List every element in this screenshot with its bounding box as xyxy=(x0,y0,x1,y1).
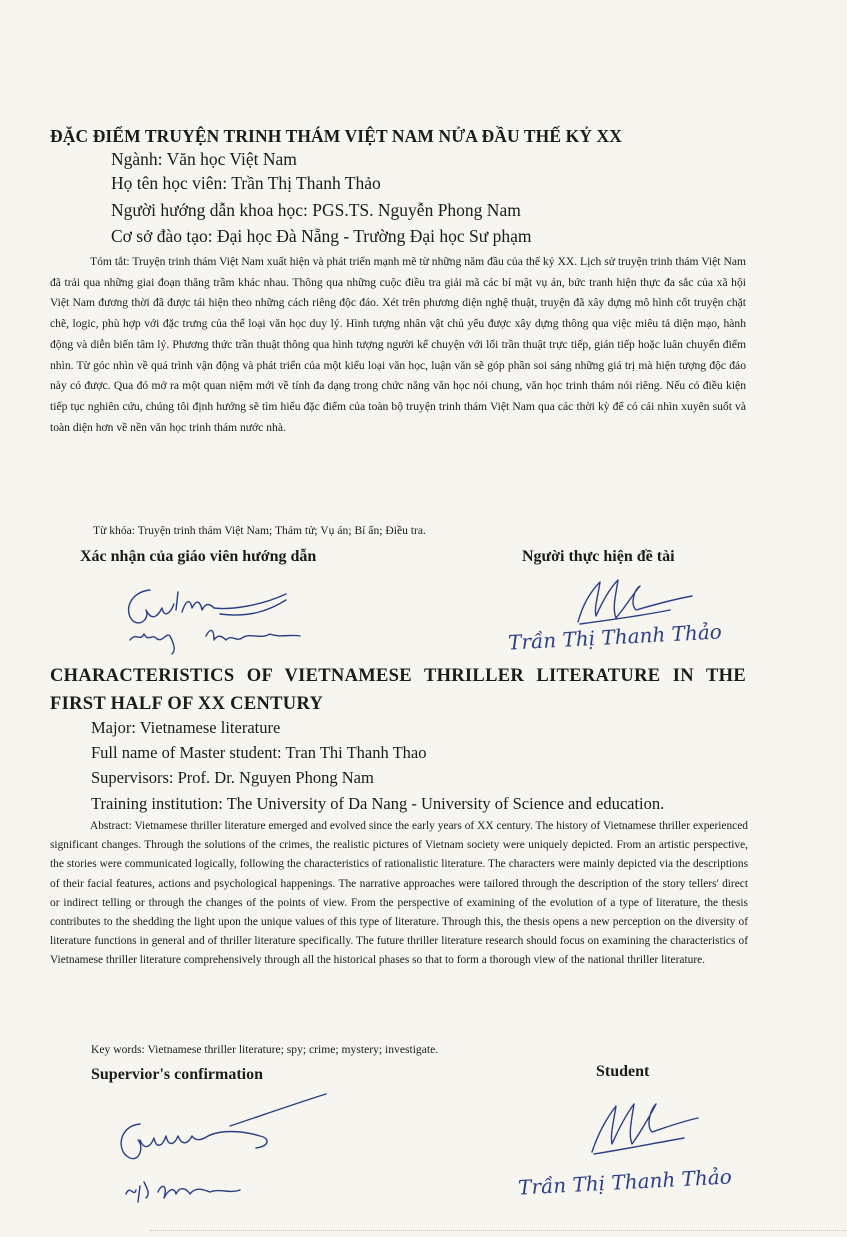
vietnamese-student-label: Người thực hiện đề tài xyxy=(522,548,675,565)
vietnamese-keywords: Từ khóa: Truyện trinh thám Việt Nam; Thám tử; Vụ án; Bí ẩn; Điều tra. xyxy=(93,524,426,537)
english-student-signature-name: Trần Thị Thanh Thảo xyxy=(517,1164,733,1200)
english-institution: Training institution: The University of Da Nang - University of Science and education. xyxy=(91,794,665,813)
english-student-label: Student xyxy=(596,1063,650,1080)
english-title: CHARACTERISTICS OF VIETNAMESE THRILLER LITERATURE IN THE FIRST HALF OF XX CENTURY xyxy=(50,666,746,714)
scan-edge-divider xyxy=(150,1230,847,1233)
english-supervisor: Supervisors: Prof. Dr. Nguyen Phong Nam xyxy=(91,768,374,787)
vietnamese-supervisor: Người hướng dẫn khoa học: PGS.TS. Nguyễn Phong Nam xyxy=(111,200,521,220)
vietnamese-abstract: Tóm tắt: Truyện trinh thám Việt Nam xuất hiện và phát triển mạnh mẽ từ những năm đầu của thế kỷ XX. Lịch sử truyện trinh thám Việt Nam đã trải qua những giai đoạn thăng trầm khác nhau. Thông qua những cuộc điều tra giải mã các bí mật vụ án, bức tranh hiện thực đa sắc của xã hội Việt Nam đương thời đã được tái hiện theo những cách riêng độc đáo. Xét trên phương diện nghệ thuật, truyện đã xây dựng mô hình cốt truyện chặt chẽ, logic, phù hợp với đặc trưng của thể loại văn học duy lý. Hình tượng nhân vật chủ yếu được xây dựng thông qua việc miêu tả diện mạo, hành động và diễn biến tâm lý. Phương thức trần thuật thông qua hình tượng người kể chuyện với lối trần thuật trực tiếp, gián tiếp hoặc luân chuyển điểm nhìn. Từ góc nhìn về quá trình vận động và phát triển của một kiểu loại văn học, luận văn sẽ góp phần soi sáng những giá trị mà hiện tượng độc đáo này có được. Qua đó mở ra một quan niệm mới về tính đa dạng trong chức năng văn học nói chung, văn học trinh thám nói riêng. Nếu có điều kiện tiếp tục nghiên cứu, chúng tôi định hướng sẽ tìm hiểu đặc điểm của toàn bộ truyện trinh thám Việt Nam qua các thời kỳ để có cái nhìn xuyên suốt và toàn diện hơn về nền văn học trinh thám nước nhà. xyxy=(50,255,746,434)
english-keywords: Key words: Vietnamese thriller literature; spy; crime; mystery; investigate. xyxy=(91,1043,439,1056)
english-supervisor-signature xyxy=(110,1090,350,1210)
vietnamese-student-name: Họ tên học viên: Trần Thị Thanh Thảo xyxy=(111,173,381,193)
vietnamese-title: ĐẶC ĐIỂM TRUYỆN TRINH THÁM VIỆT NAM NỬA ĐẦU THẾ KỶ XX xyxy=(50,126,623,146)
vietnamese-supervisor-signature xyxy=(110,570,350,660)
vietnamese-major: Ngành: Văn học Việt Nam xyxy=(111,149,297,169)
vietnamese-supervisor-confirmation: Xác nhận của giáo viên hướng dẫn xyxy=(80,548,317,565)
english-student-name: Full name of Master student: Tran Thi Thanh Thao xyxy=(91,743,427,762)
vietnamese-institution: Cơ sở đào tạo: Đại học Đà Nẵng - Trường Đại học Sư phạm xyxy=(111,226,532,246)
english-abstract: Abstract: Vietnamese thriller literature emerged and evolved since the early years of XX century. The history of Vietnamese thriller experienced significant changes. Through the solutions of the crimes, the realistic pictures of Vietnam society were uniquely depicted. From an artistic perspective, the stories were communicated logically, following the characteristics of rationalistic literature. The characters were mainly depicted via the descriptions of their facial features, actions and psychological happenings. The narrative approaches were tailored through the description of the story tellers' direct or indirect telling or through the changes of the points of view. From the perspective of examining of the evolution of a type of literature, the thesis contributes to the shedding the light upon the unique values of this type of literature. Through this, the thesis opens a new perception on the diversity of literature functions in general and of thriller literature specifically. The future thriller literature research should focus on examining the characteristics of Vietnamese thriller literature comprehensively through all the historical phases so that to form a thorough view of the national thriller literature. xyxy=(50,820,748,967)
vietnamese-student-signature-name: Trần Thị Thanh Thảo xyxy=(507,619,723,655)
english-student-signature xyxy=(580,1082,710,1162)
english-supervisor-confirmation: Supervior's confirmation xyxy=(91,1066,263,1083)
english-major: Major: Vietnamese literature xyxy=(91,718,281,737)
